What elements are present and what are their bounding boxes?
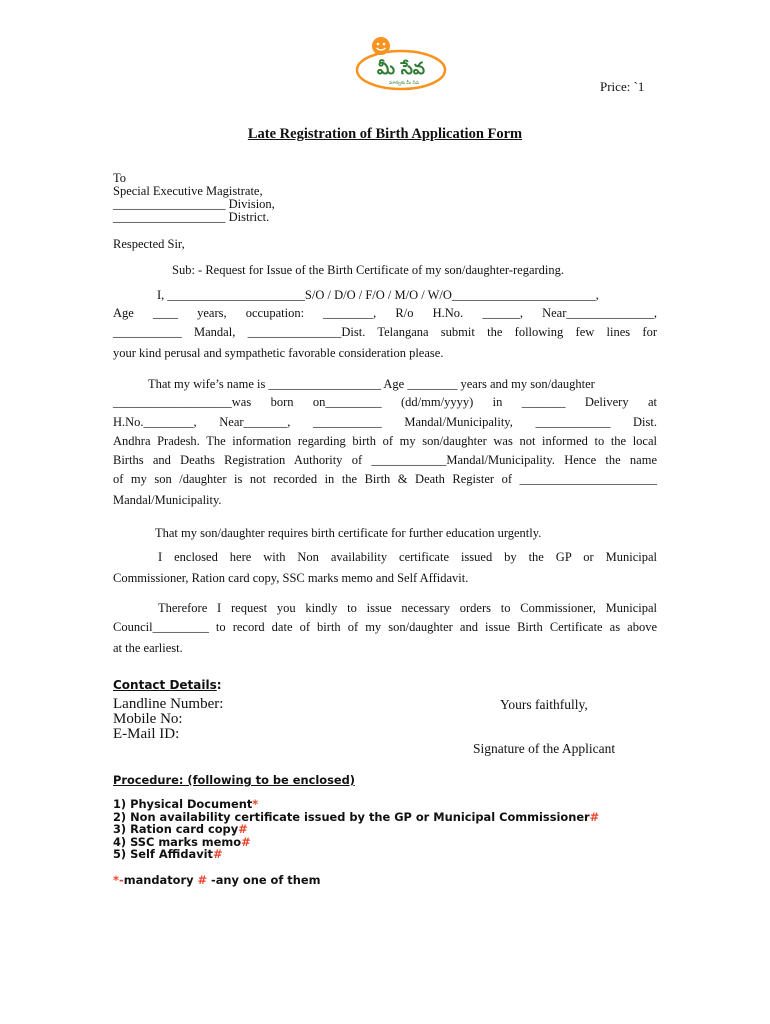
page-title: Late Registration of Birth Application Form xyxy=(247,126,523,142)
procedure-legend xyxy=(113,874,320,887)
address-to: To xyxy=(113,171,127,185)
mandatory-star: * xyxy=(252,797,259,811)
mee-seva-logo xyxy=(354,36,448,92)
salutation: Respected Sir, xyxy=(113,237,185,251)
contact-heading-colon: : xyxy=(216,678,222,692)
procedure-item xyxy=(113,848,223,861)
para2-line6: of my son /daughter is not recorded in the Birth & Death Register of ______________________ xyxy=(113,472,657,486)
any-one-hash: # xyxy=(589,809,600,824)
para1-line3: ___________ Mandal, _______________Dist. Telangana submit the following few lines for xyxy=(113,325,657,339)
procedure-item-text: 5) Self Affidavit xyxy=(113,847,213,861)
procedure-item-text: 2) Non availability certificate issued by the GP or Municipal Commissioner xyxy=(113,809,590,824)
procedure-item-text: 1) Physical Document xyxy=(113,797,253,811)
para2-line1: That my wife’s name is __________________ Age ________ years and my son/daughter xyxy=(148,377,595,391)
closing-yours: Yours faithfully, xyxy=(500,697,588,712)
para2-line2: ___________________was born on_________ (dd/mm/yyyy) in _______ Delivery at xyxy=(113,395,657,409)
para1-line4: your kind perusal and sympathetic favorable consideration please. xyxy=(113,346,444,360)
email-label: E-Mail ID: xyxy=(113,726,180,742)
signature-label: Signature of the Applicant xyxy=(473,741,616,756)
address-magistrate: Special Executive Magistrate, xyxy=(113,184,263,198)
procedure-item-text: 3) Ration card copy xyxy=(113,822,239,836)
mobile-label: Mobile No: xyxy=(113,711,183,727)
contact-heading-text: Contact Details xyxy=(113,678,217,692)
contact-heading xyxy=(113,678,222,692)
landline-label: Landline Number: xyxy=(113,696,224,712)
para2-line4: Andhra Pradesh. The information regarding birth of my son/daughter was not informed to the local xyxy=(113,434,657,448)
any-one-hash: # xyxy=(213,847,223,861)
para1-line2: Age ____ years, occupation: ________, R/o H.No. ______, Near______________, xyxy=(113,306,657,320)
para5-line2: Council_________ to record date of birth of my son/daughter and issue Birth Certificate as above xyxy=(113,620,657,634)
subject-line: Sub: - Request for Issue of the Birth Certificate of my son/daughter-regarding. xyxy=(172,263,565,277)
any-one-hash: # xyxy=(241,834,251,849)
para2-line7: Mandal/Municipality. xyxy=(113,493,222,507)
para1-line1: I, ______________________S/O / D/O / F/O / M/O / W/O_______________________, xyxy=(157,288,599,302)
para2-line5: Births and Deaths Registration Authority of ____________Mandal/Municipality. Hence the name xyxy=(113,453,657,467)
legend-mandatory: mandatory xyxy=(123,873,198,887)
logo-text: మీ సేవ xyxy=(377,59,425,79)
legend-star: * xyxy=(113,873,119,887)
para4-line1: I enclosed here with Non availability certificate issued by the GP or Municipal xyxy=(158,550,657,564)
logo-tagline: మార్పుకు మీ సేవ xyxy=(389,81,419,86)
procedure-item-text: 4) SSC marks memo xyxy=(113,834,242,849)
address-division: __________________ Division, xyxy=(113,197,275,211)
para3: That my son/daughter requires birth certificate for further education urgently. xyxy=(155,526,542,540)
address-district: __________________ District. xyxy=(113,210,270,224)
legend-any-one: any one of them xyxy=(215,873,321,887)
legend-star-dash: - xyxy=(118,873,124,887)
legend-hash: # xyxy=(197,873,208,887)
para5-line1: Therefore I request you kindly to issue necessary orders to Commissioner, Municipal xyxy=(158,601,657,615)
para2-line3: H.No.________, Near_______, ___________ Mandal/Municipality, ____________ Dist. xyxy=(113,415,657,429)
any-one-hash: # xyxy=(238,822,248,836)
para5-line3: at the earliest. xyxy=(113,641,183,655)
para4-line2: Commissioner, Ration card copy, SSC marks memo and Self Affidavit. xyxy=(113,571,469,585)
legend-hash-dash: - xyxy=(207,873,216,887)
procedure-heading: Procedure: (following to be enclosed) xyxy=(113,773,355,787)
price-label: Price: `1 xyxy=(600,79,645,94)
